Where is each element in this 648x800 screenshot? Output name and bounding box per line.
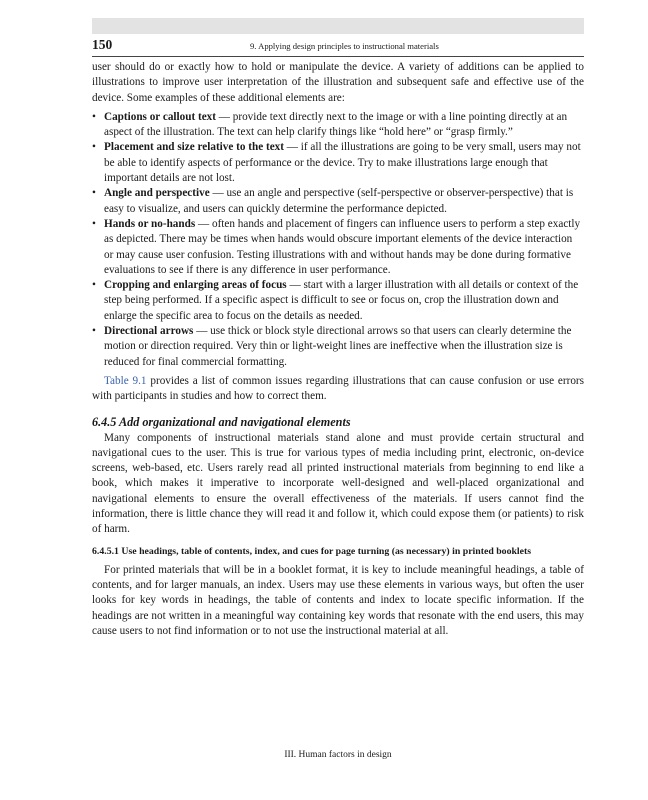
bullet-list — [92, 110, 584, 370]
bullet-item: • Cropping and enlarging areas of focus — start with a larger illustration with all details or context of the step being performed. If a specific aspect is difficult to see or focus on, crop the illustration down and enlarge the specific area to focus on the details as needed. — [92, 279, 579, 322]
table-reference-paragraph: Table 9.1 provides a list of common issues regarding illustrations that can cause confusion or use errors with participants in studies and how to correct them. — [92, 374, 585, 403]
bullet-term: Angle and perspective — [104, 187, 210, 200]
bullet-term: Captions or callout text — [104, 110, 216, 123]
bullet-text: provide text directly next to the image or with a line pointing directly at an aspect of the illustration. The text can help clarify things like “hold here” or “grasp firmly.” — [104, 110, 568, 139]
bullet-text: use thick or block style directional arrows so that users can clearly determine the motion or direction required. Very thin or light-weight lines are ineffective when the illustration size is reduced for final commercial formatting. — [104, 325, 572, 368]
bullet-item: • Placement and size relative to the text — if all the illustrations are going to be very small, users may not be able to identify aspects of performance or the device. Try to make illustrations large enough that important details are not lost. — [92, 141, 581, 185]
running-head: 9. Applying design principles to instructional materials — [250, 41, 439, 51]
subsection-heading: 6.4.5.1 Use headings, table of contents, index, and cues for page turning (as necessary) in printed booklets — [92, 545, 532, 557]
bullet-item: • Hands or no-hands — often hands and placement of fingers can influence users to perform a step exactly as depicted. There may be times when hands would obscure important elements of the device interaction or may cause user confusion. Testing illustrations with and without hands may be done during formative evaluations to see if there is any difference in user performance. — [92, 217, 581, 276]
bullet-item: • Directional arrows — use thick or block style directional arrows so that users can clearly determine the motion or direction required. Very thin or light-weight lines are ineffective when the illustration size is reduced for final commercial formatting. — [92, 325, 572, 368]
page-body — [92, 60, 584, 639]
bullet-icon: • — [92, 325, 96, 338]
bullet-text: if all the illustrations are going to be very small, users may not be able to identify aspects of performance or the device. Try to make illustrations large enough that important details are not lost. — [104, 141, 581, 185]
bullet-text: start with a larger illustration with all details or context of the step being performed. If a specific aspect is difficult to see or focus on, crop the illustration down and enlarge the specific area to focus on the details as needed. — [104, 279, 579, 322]
bullet-icon: • — [92, 187, 96, 200]
bullet-icon: • — [92, 217, 96, 230]
bullet-term: Hands or no-hands — [104, 217, 196, 230]
top-gray-band — [92, 18, 584, 34]
page-footer: III. Human factors in design — [284, 750, 392, 760]
bullet-text: often hands and placement of fingers can influence users to perform a step exactly as depicted. There may be times when hands would obscure important elements of the device interaction or may cause user confusion. Testing illustrations with and without hands may be done during formative evaluations to see if there is any difference in user performance. — [104, 217, 581, 276]
page-number: 150 — [92, 37, 113, 52]
bullet-icon: • — [92, 279, 96, 292]
bullet-text: use an angle and perspective (self-perspective or observer-perspective) that is easy to visualize, and users can quickly determine the performance depicted. — [104, 187, 574, 215]
bullet-item: • Captions or callout text — provide text directly next to the image or with a line pointing directly at an aspect of the illustration. The text can help clarify things like “hold here” or “grasp firmly.” — [92, 110, 568, 139]
bullet-term: Cropping and enlarging areas of focus — [104, 279, 287, 292]
intro-paragraph: user should do or exactly how to hold or manipulate the device. A variety of additions can be applied to illustrations to improve user interpretation of the illustration and subsequent safe and effective use of the device. Some examples of these additional elements are: — [92, 61, 584, 104]
table-link[interactable]: Table 9.1 — [104, 374, 147, 387]
bullet-icon: • — [92, 110, 96, 123]
page-header — [92, 36, 584, 57]
bullet-term: Placement and size relative to the text — [104, 141, 284, 154]
subsection-paragraph: For printed materials that will be in a booklet format, it is key to include meaningful headings, a table of contents, and for larger manuals, an index. Users may use these elements in various ways, but often the user looks for key words in headings, the table of contents and index to locate specific information. If the headings are not written in a meaningful way containing key words that resonate with the end users, this may cause users to not find information or to not use the instructional material at all. — [92, 563, 584, 637]
bullet-icon: • — [92, 141, 96, 154]
bullet-item: • Angle and perspective — use an angle and perspective (self-perspective or observer-perspective) that is easy to visualize, and users can quickly determine the performance depicted. — [92, 187, 574, 215]
section-paragraph: Many components of instructional materials stand alone and must provide certain structural and navigational cues to the user. This is true for various types of media including print, electronic, on-device screens, web-based, etc. Users rarely read all printed instructional materials from beginning to end like a book, which makes it imperative to incorporate well-designed and well-placed organizational and navigational elements to ensure the overall effectiveness of the materials. If users cannot find the information, there is little chance they will read it and follow it, which could expose them (or patients) to risk of harm. — [92, 431, 584, 536]
bullet-term: Directional arrows — [104, 325, 194, 338]
section-heading: 6.4.5 Add organizational and navigational elements — [92, 414, 351, 429]
